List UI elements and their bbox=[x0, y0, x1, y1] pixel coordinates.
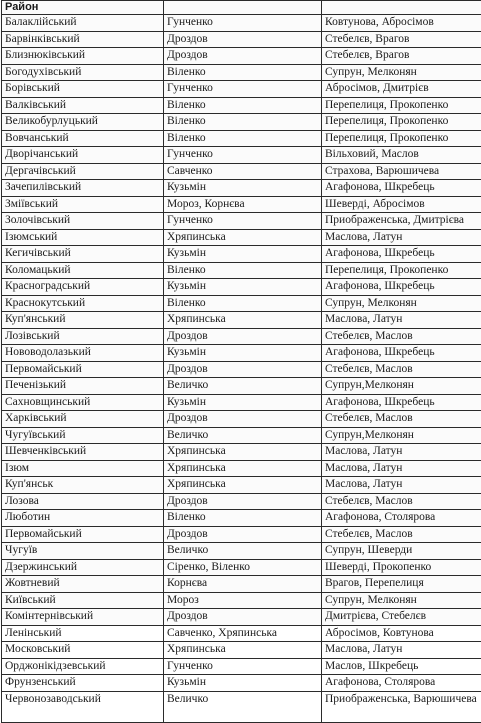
table-body bbox=[2, 15, 481, 723]
district-cell: Дворічанський bbox=[2, 147, 164, 164]
district-cell: Харківський bbox=[2, 411, 164, 428]
district-cell: Жовтневий bbox=[2, 576, 164, 593]
assignees-cell: Маслова, Латун bbox=[322, 477, 481, 494]
responsible-cell: Віленко bbox=[164, 97, 322, 114]
district-cell: Куп'янськ bbox=[2, 477, 164, 494]
district-cell: Первомайський bbox=[2, 361, 164, 378]
table-row bbox=[2, 411, 481, 428]
header-col3 bbox=[322, 1, 481, 15]
table-row bbox=[2, 658, 481, 675]
table-row bbox=[2, 559, 481, 576]
responsible-cell: Гунченко bbox=[164, 213, 322, 230]
district-cell: Дзержинський bbox=[2, 559, 164, 576]
table-row bbox=[2, 691, 481, 722]
table-row bbox=[2, 295, 481, 312]
district-cell: Нововодолазький bbox=[2, 345, 164, 362]
table-row bbox=[2, 48, 481, 65]
table-row bbox=[2, 81, 481, 98]
district-assignment-table bbox=[1, 0, 481, 723]
table-row bbox=[2, 246, 481, 263]
assignees-cell: Стебелєв, Маслов bbox=[322, 328, 481, 345]
table-row bbox=[2, 345, 481, 362]
district-cell: Комінтернівський bbox=[2, 609, 164, 626]
district-cell: Близнюківський bbox=[2, 48, 164, 65]
table-row bbox=[2, 361, 481, 378]
header-col2 bbox=[164, 1, 322, 15]
assignees-cell: Врагов, Перепелиця bbox=[322, 576, 481, 593]
responsible-cell: Величко bbox=[164, 543, 322, 560]
assignees-cell: Маслова, Латун bbox=[322, 642, 481, 659]
district-cell: Краснокутський bbox=[2, 295, 164, 312]
table-row bbox=[2, 147, 481, 164]
assignees-cell: Перепелиця, Прокопенко bbox=[322, 114, 481, 131]
responsible-cell: Гунченко bbox=[164, 147, 322, 164]
assignees-cell: Маслов, Шкребець bbox=[322, 658, 481, 675]
district-cell: Московський bbox=[2, 642, 164, 659]
responsible-cell: Кузьмін bbox=[164, 246, 322, 263]
district-cell: Золочівський bbox=[2, 213, 164, 230]
district-cell: Куп'янський bbox=[2, 312, 164, 329]
responsible-cell: Дроздов bbox=[164, 48, 322, 65]
assignees-cell: Агафонова, Шкребець bbox=[322, 246, 481, 263]
assignees-cell: Агафонова, Шкребець bbox=[322, 345, 481, 362]
assignees-cell: Супрун,Мелконян bbox=[322, 427, 481, 444]
responsible-cell: Хряпинська bbox=[164, 477, 322, 494]
table-row bbox=[2, 444, 481, 461]
assignees-cell: Стебелєв, Маслов bbox=[322, 493, 481, 510]
table-row bbox=[2, 97, 481, 114]
assignees-cell: Вільховий, Маслов bbox=[322, 147, 481, 164]
assignees-cell: Маслова, Латун bbox=[322, 229, 481, 246]
district-cell: Орджонікідзевський bbox=[2, 658, 164, 675]
table-row bbox=[2, 576, 481, 593]
table-row bbox=[2, 114, 481, 131]
responsible-cell: Дроздов bbox=[164, 609, 322, 626]
table-row bbox=[2, 64, 481, 81]
responsible-cell: Віленко bbox=[164, 510, 322, 527]
responsible-cell: Савченко bbox=[164, 163, 322, 180]
assignees-cell: Маслова, Латун bbox=[322, 460, 481, 477]
assignees-cell: Стебелєв, Маслов bbox=[322, 411, 481, 428]
table-row bbox=[2, 163, 481, 180]
district-cell: Шевченківський bbox=[2, 444, 164, 461]
district-cell: Первомайський bbox=[2, 526, 164, 543]
district-cell: Червонозаводський bbox=[2, 691, 164, 722]
responsible-cell: Мороз, Корнєва bbox=[164, 196, 322, 213]
table-row bbox=[2, 196, 481, 213]
district-cell: Ізюмський bbox=[2, 229, 164, 246]
responsible-cell: Дроздов bbox=[164, 526, 322, 543]
responsible-cell: Величко bbox=[164, 691, 322, 722]
assignees-cell: Агафонова, Шкребець bbox=[322, 180, 481, 197]
responsible-cell: Кузьмін bbox=[164, 394, 322, 411]
table-row bbox=[2, 15, 481, 32]
assignees-cell: Агафонова, Столярова bbox=[322, 675, 481, 692]
responsible-cell: Гунченко bbox=[164, 15, 322, 32]
table-row bbox=[2, 229, 481, 246]
district-cell: Зміївський bbox=[2, 196, 164, 213]
header-district: Район bbox=[2, 1, 164, 15]
responsible-cell: Кузьмін bbox=[164, 675, 322, 692]
assignees-cell: Агафонова, Столярова bbox=[322, 510, 481, 527]
assignees-cell: Стебелєв, Маслов bbox=[322, 361, 481, 378]
district-cell: Красноградський bbox=[2, 279, 164, 296]
district-cell: Ізюм bbox=[2, 460, 164, 477]
district-cell: Валківський bbox=[2, 97, 164, 114]
responsible-cell: Віленко bbox=[164, 114, 322, 131]
table-row bbox=[2, 213, 481, 230]
responsible-cell: Савченко, Хряпинська bbox=[164, 625, 322, 642]
assignees-cell: Перепелиця, Прокопенко bbox=[322, 97, 481, 114]
assignees-cell: Перепелиця, Прокопенко bbox=[322, 130, 481, 147]
district-cell: Зачепилівський bbox=[2, 180, 164, 197]
assignees-cell: Приображенська, Дмитрієва bbox=[322, 213, 481, 230]
table-row bbox=[2, 31, 481, 48]
table-row bbox=[2, 609, 481, 626]
assignees-cell: Агафонова, Шкребець bbox=[322, 279, 481, 296]
assignees-cell: Стебелєв, Врагов bbox=[322, 31, 481, 48]
table-row bbox=[2, 279, 481, 296]
responsible-cell: Хряпинська bbox=[164, 312, 322, 329]
table-row bbox=[2, 493, 481, 510]
table-row bbox=[2, 427, 481, 444]
assignees-cell: Абросімов, Дмитрієв bbox=[322, 81, 481, 98]
responsible-cell: Дроздов bbox=[164, 31, 322, 48]
assignees-cell: Маслова, Латун bbox=[322, 312, 481, 329]
district-cell: Ленінський bbox=[2, 625, 164, 642]
assignees-cell: Шеверді, Прокопенко bbox=[322, 559, 481, 576]
responsible-cell: Дроздов bbox=[164, 411, 322, 428]
responsible-cell: Кузьмін bbox=[164, 345, 322, 362]
district-cell: Фрунзенський bbox=[2, 675, 164, 692]
assignees-cell: Стебелєв, Маслов bbox=[322, 526, 481, 543]
assignees-cell: Супрун, Мелконян bbox=[322, 295, 481, 312]
district-cell: Богодухівський bbox=[2, 64, 164, 81]
table-row bbox=[2, 312, 481, 329]
district-cell: Кегичівський bbox=[2, 246, 164, 263]
district-cell: Чугуївський bbox=[2, 427, 164, 444]
district-cell: Чугуїв bbox=[2, 543, 164, 560]
district-cell: Балаклійський bbox=[2, 15, 164, 32]
table-row bbox=[2, 180, 481, 197]
district-cell: Київський bbox=[2, 592, 164, 609]
table-header-row bbox=[2, 1, 481, 15]
responsible-cell: Гунченко bbox=[164, 658, 322, 675]
table-row bbox=[2, 675, 481, 692]
responsible-cell: Віленко bbox=[164, 64, 322, 81]
district-cell: Люботин bbox=[2, 510, 164, 527]
assignees-cell: Супрун, Мелконян bbox=[322, 592, 481, 609]
responsible-cell: Віленко bbox=[164, 295, 322, 312]
responsible-cell: Дроздов bbox=[164, 493, 322, 510]
assignees-cell: Супрун, Шеверди bbox=[322, 543, 481, 560]
assignees-cell: Супрун, Мелконян bbox=[322, 64, 481, 81]
assignees-cell: Стебелєв, Врагов bbox=[322, 48, 481, 65]
table-row bbox=[2, 592, 481, 609]
table-row bbox=[2, 328, 481, 345]
district-cell: Лозівський bbox=[2, 328, 164, 345]
assignees-cell: Шеверді, Абросімов bbox=[322, 196, 481, 213]
table-row bbox=[2, 262, 481, 279]
district-cell: Борівський bbox=[2, 81, 164, 98]
responsible-cell: Дроздов bbox=[164, 361, 322, 378]
responsible-cell: Хряпинська bbox=[164, 642, 322, 659]
responsible-cell: Кузьмін bbox=[164, 180, 322, 197]
responsible-cell: Величко bbox=[164, 427, 322, 444]
assignees-cell: Приображенська, Варюшичева bbox=[322, 691, 481, 722]
table-row bbox=[2, 625, 481, 642]
responsible-cell: Хряпинська bbox=[164, 460, 322, 477]
responsible-cell: Сіренко, Віленко bbox=[164, 559, 322, 576]
responsible-cell: Кузьмін bbox=[164, 279, 322, 296]
responsible-cell: Хряпинська bbox=[164, 229, 322, 246]
assignees-cell: Перепелиця, Прокопенко bbox=[322, 262, 481, 279]
responsible-cell: Дроздов bbox=[164, 328, 322, 345]
table-row bbox=[2, 510, 481, 527]
responsible-cell: Мороз bbox=[164, 592, 322, 609]
responsible-cell: Віленко bbox=[164, 130, 322, 147]
district-cell: Дергачівський bbox=[2, 163, 164, 180]
assignees-cell: Маслова, Латун bbox=[322, 444, 481, 461]
table-row bbox=[2, 460, 481, 477]
table-row bbox=[2, 394, 481, 411]
assignees-cell: Ковтунова, Абросімов bbox=[322, 15, 481, 32]
responsible-cell: Віленко bbox=[164, 262, 322, 279]
district-cell: Вовчанський bbox=[2, 130, 164, 147]
district-cell: Печенізький bbox=[2, 378, 164, 395]
assignees-cell: Страхова, Варюшичева bbox=[322, 163, 481, 180]
table-row bbox=[2, 642, 481, 659]
table-row bbox=[2, 477, 481, 494]
responsible-cell: Гунченко bbox=[164, 81, 322, 98]
table-row bbox=[2, 543, 481, 560]
district-cell: Коломацький bbox=[2, 262, 164, 279]
table-row bbox=[2, 378, 481, 395]
assignees-cell: Супрун,Мелконян bbox=[322, 378, 481, 395]
district-cell: Барвінківський bbox=[2, 31, 164, 48]
assignees-cell: Дмитрієва, Стебелєв bbox=[322, 609, 481, 626]
responsible-cell: Хряпинська bbox=[164, 444, 322, 461]
assignees-cell: Абросімов, Ковтунова bbox=[322, 625, 481, 642]
district-cell: Великобурлуцький bbox=[2, 114, 164, 131]
responsible-cell: Корнєва bbox=[164, 576, 322, 593]
district-cell: Сахновщинський bbox=[2, 394, 164, 411]
assignees-cell: Агафонова, Шкребець bbox=[322, 394, 481, 411]
table-row bbox=[2, 526, 481, 543]
responsible-cell: Величко bbox=[164, 378, 322, 395]
table-row bbox=[2, 130, 481, 147]
district-cell: Лозова bbox=[2, 493, 164, 510]
